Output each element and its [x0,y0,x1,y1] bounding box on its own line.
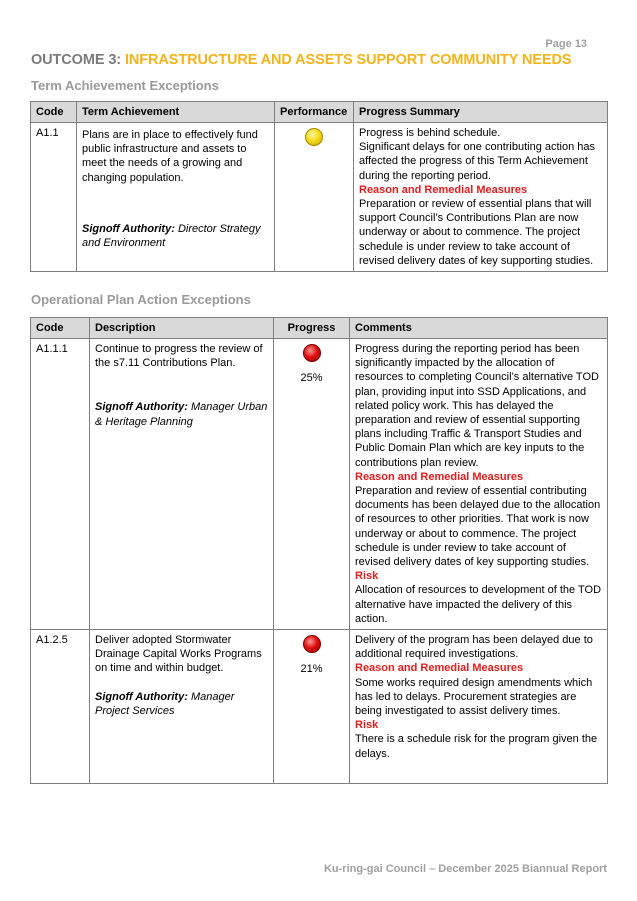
header-comments: Comments [350,318,608,339]
outcome-label: OUTCOME 3: [31,52,122,68]
header-progress: Progress [274,318,350,339]
risk-heading: Risk [355,719,379,732]
operational-plan-table [30,317,608,784]
table-row [31,123,608,272]
description-text: Deliver adopted Stormwater Drainage Capital Works Programs on time and within budget. [95,634,262,675]
outcome-title: INFRASTRUCTURE AND ASSETS SUPPORT COMMUNITY NEEDS [124,52,572,68]
risk-text: There is a schedule risk for the program given the delays. [355,733,598,760]
page-number: Page 13 [545,38,587,50]
table-row [31,630,608,784]
reason-text: Preparation or review of essential plans that will support Council’s Contributions Plan are now underway or about to commence. The project schedule is under review to take account of revised delivery dates of key supporting studies. [359,198,594,267]
progress-percent: 21% [300,663,323,676]
comment-intro: Delivery of the program has been delayed due to additional required investigations. [355,634,593,661]
row-code: A1.2.5 [31,630,90,784]
summary-intro: Progress is behind schedule. [359,127,501,139]
reason-text: Some works required design amendments which has led to delays. Procurement strategies are being investigated to assist delivery times. [355,676,593,718]
table-row [31,339,608,630]
reason-text: Preparation and review of essential contributing documents has been delayed due to the allocation of resources to other priorities. That work is now underway or about to commence. The project schedule is under review to take account of revised delivery dates of key supporting studies. [355,485,601,569]
signoff-value: Manager Urban & Heritage Planning [95,401,268,428]
header-code: Code [31,102,77,123]
summary-detail: Significant delays for one contributing action has affected the progress of this Term Achievement during the reporting period. [359,141,596,182]
header-code: Code [31,318,90,339]
header-term-achievement: Term Achievement [77,102,275,123]
outcome-heading [31,52,571,68]
row-code: A1.1 [31,123,77,272]
yellow-status-circle-icon [305,128,323,146]
row-achievement-cell [77,123,275,272]
signoff-value: Manager Project Services [95,690,235,717]
description-cell [90,630,274,784]
reason-heading: Reason and Remedial Measures [355,662,524,675]
progress-percent: 25% [300,372,323,385]
description-cell [90,339,274,630]
reason-heading: Reason and Remedial Measures [355,470,524,483]
signoff-value: Director Strategy and Environment [82,222,261,250]
comment-intro: Progress during the reporting period has been significantly impacted by the allocation of resources to completing Council’s alternative TOD plan, providing input into SSD Applications, and related policy work. This has delayed the preparation and review of essential supporting plans including Traffic & Transport Studies and Public Domain Plan which are key inputs to the contributions plan review. [355,343,599,469]
ops-section-title: Operational Plan Action Exceptions [31,292,251,307]
progress-cell [274,339,350,630]
table-header-row [31,102,608,123]
progress-summary-cell [354,123,608,272]
table-header-row [31,318,608,339]
comments-cell [350,339,608,630]
page-footer: Ku-ring-gai Council – December 2025 Biannual Report [323,863,607,875]
row-code: A1.1.1 [31,339,90,630]
red-status-circle-icon [303,635,321,653]
header-description: Description [90,318,274,339]
signoff [95,400,268,428]
description-text: Continue to progress the review of the s7.11 Contributions Plan. [95,343,263,370]
signoff [82,222,269,250]
risk-text: Allocation of resources to development of the TOD alternative have impacted the delivery of this action. [355,584,602,625]
header-performance: Performance [275,102,354,123]
signoff-label: Signoff Authority: [82,222,175,235]
signoff [95,690,268,718]
performance-cell [275,123,354,272]
term-achievement-table [30,101,608,272]
reason-heading: Reason and Remedial Measures [359,183,528,196]
comments-cell [350,630,608,784]
red-status-circle-icon [303,344,321,362]
header-progress-summary: Progress Summary [354,102,608,123]
progress-cell [274,630,350,784]
term-section-title: Term Achievement Exceptions [31,78,219,93]
achievement-text: Plans are in place to effectively fund public infrastructure and assets to meet the needs of a growing and changing population. [82,129,258,184]
signoff-label: Signoff Authority: [95,401,188,414]
risk-heading: Risk [355,570,379,583]
signoff-label: Signoff Authority: [95,690,188,703]
